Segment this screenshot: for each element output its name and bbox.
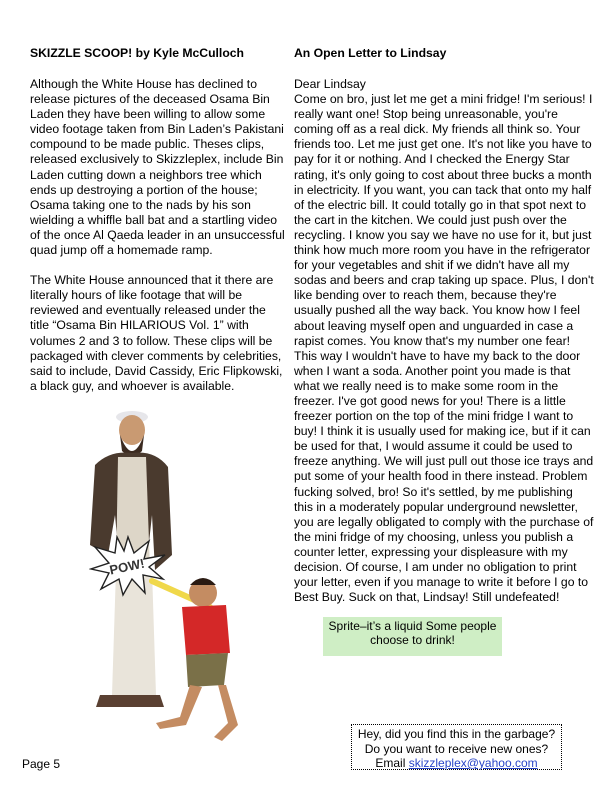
promo-line: Hey, did you find this in the garbage?: [357, 727, 556, 741]
article-headline: SKIZZLE SCOOP! by Kyle McCulloch: [30, 46, 244, 60]
promo-email-line: [352, 756, 561, 771]
pow-text: POW!: [108, 555, 146, 578]
ad-line: Sprite–it’s a liquid Some people: [328, 619, 497, 633]
article-paragraph: The White House announced that it there are literally hours of like footage that will be reviewed and eventually released under the title “Osama Bin HILARIOUS Vol. 1” with volumes 2 and 3 to follow. These clips will be packaged with clever comments by celebrities, said to include, David Cassidy, Eric Flipkowski, a black guy, and whoever is available.: [30, 273, 283, 393]
open-letter: [294, 46, 594, 620]
ad-line: choose to drink!: [370, 633, 455, 647]
kid-figure: [152, 578, 238, 741]
subscribe-promo-box: [351, 724, 562, 770]
page-number: Page 5: [22, 757, 61, 771]
article-paragraph: Although the White House has declined to release pictures of the deceased Osama Bin Laden they have been willing to allow some video footage taken from Bin Laden’s Pakistani compound to be made public. Theses clips, released exclusively to Skizzleplex, include Bin Laden cutting down a neighbors tree which ends up destroying a portion of the house; Osama taking one to the nads by his son wielding a whiffle ball bat and a startling video of the once Al Qaeda leader in an unsuccessful quad jump off a homemade ramp.: [30, 77, 285, 258]
left-article: [30, 46, 286, 409]
sprite-ad-box: [323, 617, 502, 656]
letter-body: Come on bro, just let me get a mini fridge! I'm serious! I really want one! Stop being unreasonable, you're coming off as a real dick. My friends all think so. Your friends too. Let me just get one. It's not like you have to pay for it or nothing. And I checked the Energy Star rating, it's only going to cost about three bucks a month in electricity. If you want, you can tack that onto my half of the electric bill. It could totally go in that spot next to the cart in the kitchen. We could just push over the recycling. I know you say we have no use for it, but just think how much more room you have in the refrigerator for your vegetables and shit if we didn't have all my sodas and beers and crap taking up space. Plus, I don't like bending over to reach them, because they're usually pushed all the way back. You know how I feel about leaving myself open and unguarded in case a rapist comes. You know that's my number one fear! This way I wouldn't have to have my back to the door when I want a soda. Another point you made is that what we really need is to make some room in the freezer. I've got good news for you! There is a little freezer portion on the top of the mini fridge I want to buy! I think it is usually used for making ice, but if it can be used for that, I would assume it could be used to freeze anything. We will just pull out those ice trays and put some of your health food in there instead. Problem fucking solved, bro! So it's settled, by me publishing this in a moderately popular underground newsletter, you are legally obligated to comply with the purchase of the mini fridge of my choosing, unless you publish a counter letter, expressing your displeasure with my decision. Of course, I am under no obligation to print your letter, even if you manage to write it before I go to Best Buy. Suck on that, Lindsay! Still undefeated!: [294, 92, 594, 605]
letter-headline: An Open Letter to Lindsay: [294, 46, 447, 60]
pow-burst-icon: [89, 535, 167, 597]
email-label: Email: [375, 756, 409, 770]
email-link[interactable]: skizzleplex@yahoo.com: [408, 756, 538, 770]
promo-line: Do you want to receive new ones?: [364, 741, 549, 756]
letter-salutation: Dear Lindsay: [294, 77, 366, 91]
